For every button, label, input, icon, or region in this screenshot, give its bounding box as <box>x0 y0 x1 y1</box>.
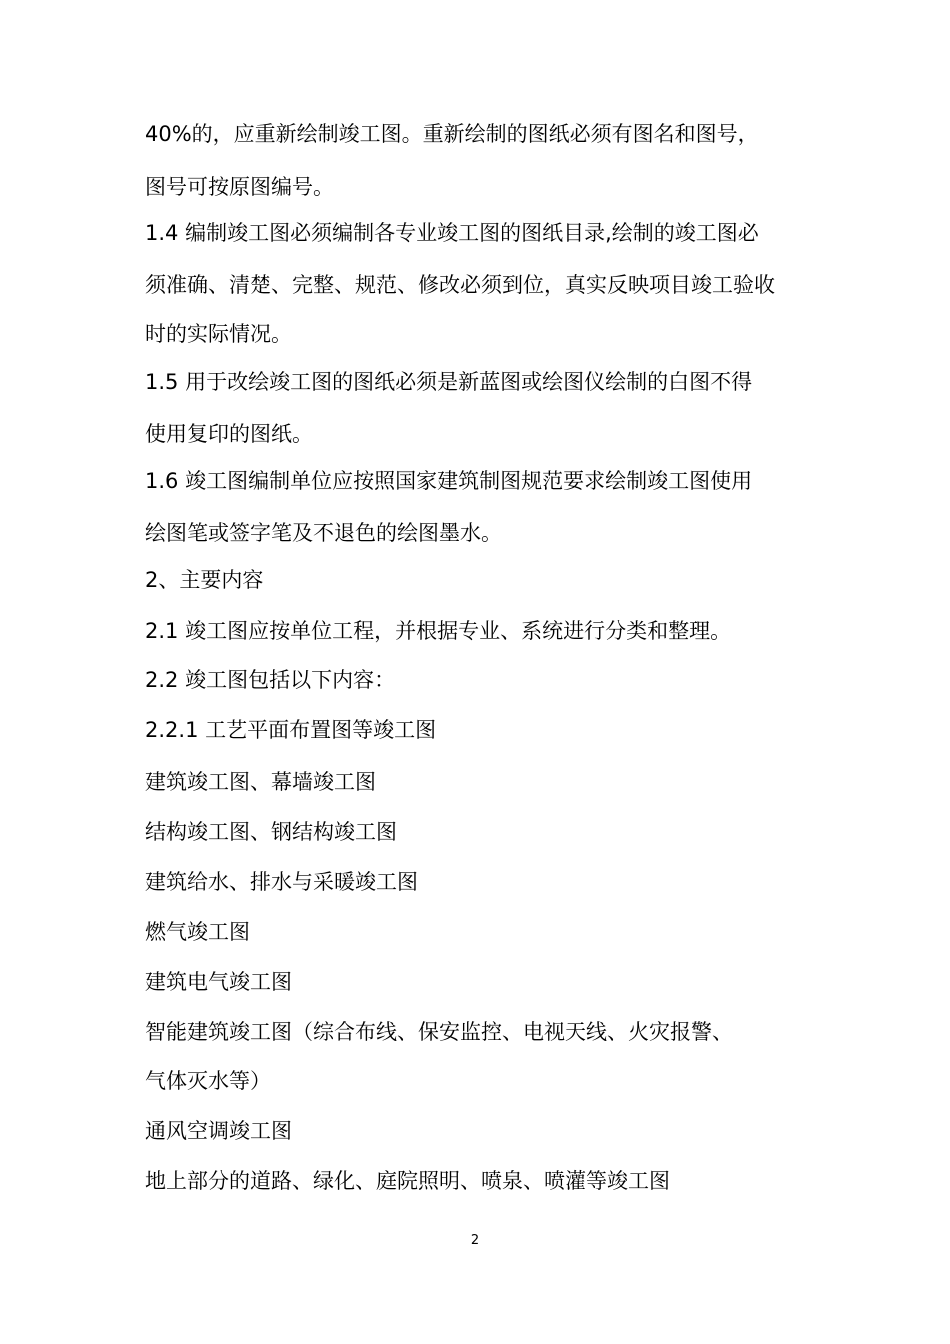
list-item: 智能建筑竣工图（综合布线、保安监控、电视天线、火灾报警、 <box>145 1020 733 1044</box>
paragraph-line: 图号可按原图编号。 <box>145 175 334 199</box>
paragraph-line: 1.6 竣工图编制单位应按照国家建筑制图规范要求绘制竣工图使用 <box>145 469 753 493</box>
list-item: 通风空调竣工图 <box>145 1119 292 1143</box>
paragraph-line: 1.5 用于改绘竣工图的图纸必须是新蓝图或绘图仪绘制的白图不得 <box>145 370 753 394</box>
paragraph-line: 40%的，应重新绘制竣工图。重新绘制的图纸必须有图名和图号， <box>145 122 759 146</box>
paragraph-line: 须准确、清楚、完整、规范、修改必须到位，真实反映项目竣工验收 <box>145 273 775 297</box>
page-number: 2 <box>470 1233 480 1248</box>
list-item: 建筑电气竣工图 <box>145 970 292 994</box>
paragraph-line: 使用复印的图纸。 <box>145 422 313 446</box>
paragraph-line: 1.4 编制竣工图必须编制各专业竣工图的图纸目录,绘制的竣工图必 <box>145 221 759 245</box>
paragraph-line: 时的实际情况。 <box>145 322 292 346</box>
list-item: 结构竣工图、钢结构竣工图 <box>145 820 397 844</box>
list-item: 地上部分的道路、绿化、庭院照明、喷泉、喷灌等竣工图 <box>145 1169 670 1193</box>
paragraph-line: 2.2.1 工艺平面布置图等竣工图 <box>145 718 437 742</box>
section-heading: 2、主要内容 <box>145 568 264 592</box>
paragraph-line: 2.1 竣工图应按单位工程，并根据专业、系统进行分类和整理。 <box>145 619 732 643</box>
list-item: 建筑竣工图、幕墙竣工图 <box>145 770 376 794</box>
list-item: 建筑给水、排水与采暖竣工图 <box>145 870 418 894</box>
paragraph-line: 2.2 竣工图包括以下内容： <box>145 668 396 692</box>
list-item: 气体灭水等） <box>145 1069 271 1093</box>
paragraph-line: 绘图笔或签字笔及不退色的绘图墨水。 <box>145 521 502 545</box>
list-item: 燃气竣工图 <box>145 920 250 944</box>
